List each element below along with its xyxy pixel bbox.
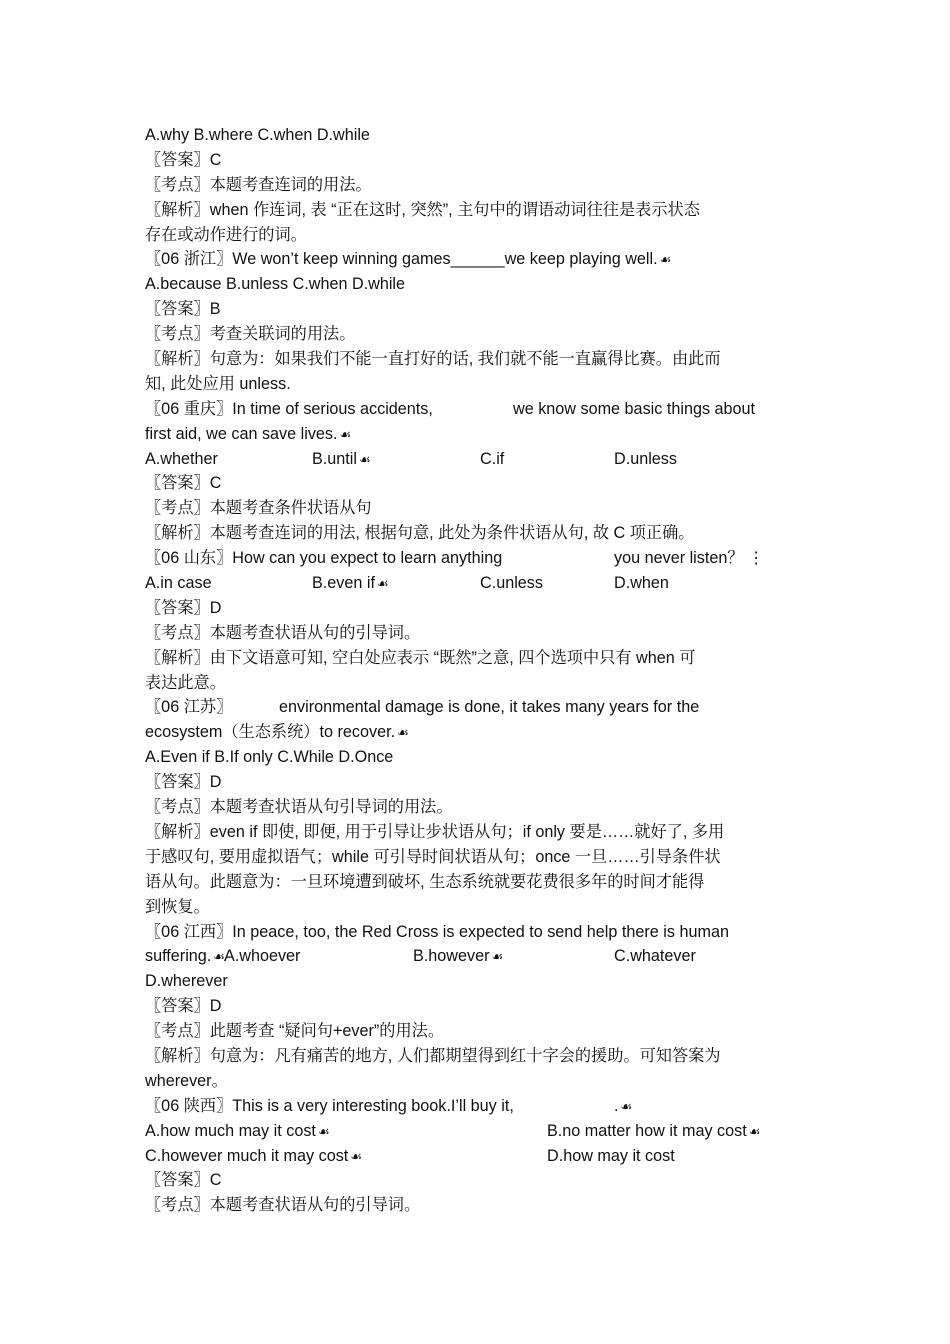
fleuron-icon: ☙ (339, 426, 351, 442)
text-line: 到恢复。 (145, 897, 210, 916)
question-line (145, 422, 810, 447)
text-line: 〖答案〗D (145, 997, 222, 1016)
text-line: 〖考点〗本题考查状语从句引导词的用法。 (145, 798, 453, 817)
text-line: 〖考点〗本题考查条件状语从句 (145, 499, 372, 518)
text-line: 〖答案〗D (145, 773, 222, 792)
question-part: you never listen？ ⋮ (614, 549, 765, 568)
text-line: 存在或动作进行的词。 (145, 225, 307, 244)
topic-line (145, 1019, 810, 1044)
fleuron-icon: ☙ (659, 252, 671, 268)
text-line: wherever。 (145, 1071, 228, 1090)
fleuron-icon: ☙ (213, 949, 224, 965)
question-part: we know some basic things about (513, 399, 756, 418)
topic-line (145, 322, 810, 347)
analysis-line (145, 845, 810, 870)
question-line (145, 247, 810, 272)
text-line: 〖答案〗D (145, 598, 222, 617)
analysis-line (145, 1044, 810, 1069)
question-line (145, 546, 810, 571)
question-part: environmental damage is done, it takes many years for the (279, 698, 700, 717)
text-line: 〖06 江西〗In peace, too, the Red Cross is expected to send help there is human (145, 922, 729, 941)
option-c: C.unless (480, 574, 543, 593)
option-b: B.even if (312, 574, 375, 593)
text-line: 〖答案〗C (145, 474, 222, 493)
question-part: 〖06 江苏〗 (145, 698, 233, 717)
analysis-line (145, 347, 810, 372)
text-line: 〖解析〗本题考查连词的用法, 根据句意, 此处为条件状语从句, 故 C 项正确。 (145, 524, 695, 543)
answer-line (145, 148, 810, 173)
text-line: 知, 此处应用 unless. (145, 374, 291, 393)
text-line: 〖解析〗when 作连词, 表 “正在这时, 突然”, 主句中的谓语动词往往是表示状态 (145, 200, 700, 219)
option-a: A.whether (145, 449, 218, 468)
text-line: ecosystem（生态系统）to recover. (145, 723, 396, 742)
text-line: 语从句。此题意为：一旦环境遭到破坏, 生态系统就要花费很多年的时间才能得 (145, 872, 705, 891)
text-line: 〖06 浙江〗We won’t keep winning games______we keep playing well. (145, 250, 658, 269)
text-line: 〖考点〗本题考查状语从句的引导词。 (145, 1196, 421, 1215)
question-part: 〖06 陕西〗This is a very interesting book.I’ll buy it, (145, 1096, 514, 1115)
option-b: B.however (413, 947, 490, 966)
option-a: A.in case (145, 574, 212, 593)
fleuron-icon: ☙ (317, 1123, 329, 1139)
options-line (145, 123, 810, 148)
analysis-line (145, 521, 810, 546)
fleuron-icon: ☙ (359, 451, 370, 467)
text-line: 〖考点〗此题考查 “疑问句+ever”的用法。 (145, 1022, 445, 1041)
fleuron-icon: ☙ (350, 1148, 361, 1164)
option-c: C.if (480, 449, 505, 468)
text-line: 〖解析〗句意为：如果我们不能一直打好的话, 我们就不能一直赢得比赛。由此而 (145, 350, 721, 369)
topic-line (145, 496, 810, 521)
fleuron-icon: ☙ (491, 949, 503, 965)
answer-line (145, 1168, 810, 1193)
option-c: C.however much it may cost (145, 1146, 349, 1165)
text-line: 〖答案〗C (145, 1171, 222, 1190)
fleuron-icon: ☙ (620, 1098, 632, 1114)
option-d: D.wherever (145, 972, 228, 991)
text-line: 〖解析〗句意为：凡有痛苦的地方, 人们都期望得到红十字会的援助。可知答案为 (145, 1046, 721, 1065)
options-line (145, 447, 810, 472)
text-line: A.why B.where C.when D.while (145, 126, 370, 144)
options-line (145, 272, 810, 297)
text-line: A.Even if B.If only C.While D.Once (145, 748, 394, 767)
option-b: B.until (312, 449, 357, 468)
options-line (145, 1119, 810, 1144)
question-line (145, 695, 810, 720)
answer-line (145, 596, 810, 621)
question-part: suffering. (145, 947, 212, 966)
option-a: A.whoever (223, 947, 301, 966)
option-d: D.unless (614, 449, 677, 468)
analysis-line (145, 671, 810, 696)
question-line (145, 920, 810, 945)
option-a: A.how much may it cost (145, 1121, 316, 1140)
text-line: 〖解析〗even if 即使, 即便, 用于引导让步状语从句；if only 要是……就好了, 多用 (145, 822, 725, 841)
document-page (145, 123, 810, 1218)
options-line (145, 969, 810, 994)
option-c: C.whatever (614, 947, 696, 966)
topic-line (145, 795, 810, 820)
text-line: 〖答案〗C (145, 150, 222, 169)
text-line: 于感叹句, 要用虚拟语气；while 可引导时间状语从句；once 一旦……引导条件状 (145, 847, 721, 866)
analysis-line (145, 1069, 810, 1094)
text-line: 〖考点〗本题考查状语从句的引导词。 (145, 623, 421, 642)
text-line: first aid, we can save lives. (145, 424, 338, 443)
answer-line (145, 770, 810, 795)
options-line (145, 944, 810, 969)
fleuron-icon: ☙ (377, 576, 388, 592)
analysis-line (145, 198, 810, 223)
text-line: 〖解析〗由下文语意可知, 空白处应表示 “既然”之意, 四个选项中只有 when 可 (145, 648, 696, 667)
options-line (145, 1144, 810, 1169)
options-line (145, 571, 810, 596)
analysis-line (145, 870, 810, 895)
topic-line (145, 173, 810, 198)
topic-line (145, 621, 810, 646)
text-line: 〖答案〗B (145, 300, 221, 319)
fleuron-icon: ☙ (748, 1123, 760, 1139)
option-b: B.no matter how it may cost (547, 1121, 747, 1140)
question-part: 〖06 山东〗How can you expect to learn anything (145, 549, 503, 568)
topic-line (145, 1193, 810, 1218)
answer-line (145, 994, 810, 1019)
analysis-line (145, 223, 810, 248)
text-line: A.because B.unless C.when D.while (145, 275, 406, 294)
fleuron-icon: ☙ (397, 725, 408, 741)
analysis-line (145, 372, 810, 397)
text-line: 〖考点〗考查关联词的用法。 (145, 325, 356, 344)
option-d: D.how may it cost (547, 1146, 675, 1165)
question-line (145, 397, 810, 422)
question-part: . (614, 1096, 619, 1115)
question-part: 〖06 重庆〗In time of serious accidents, (145, 399, 433, 418)
analysis-line (145, 646, 810, 671)
options-line (145, 745, 810, 770)
analysis-line (145, 820, 810, 845)
question-line (145, 1094, 810, 1119)
analysis-line (145, 895, 810, 920)
text-line: 表达此意。 (145, 673, 226, 692)
text-line: 〖考点〗本题考查连词的用法。 (145, 175, 372, 194)
option-d: D.when (614, 574, 669, 593)
answer-line (145, 297, 810, 322)
answer-line (145, 471, 810, 496)
question-line (145, 720, 810, 745)
